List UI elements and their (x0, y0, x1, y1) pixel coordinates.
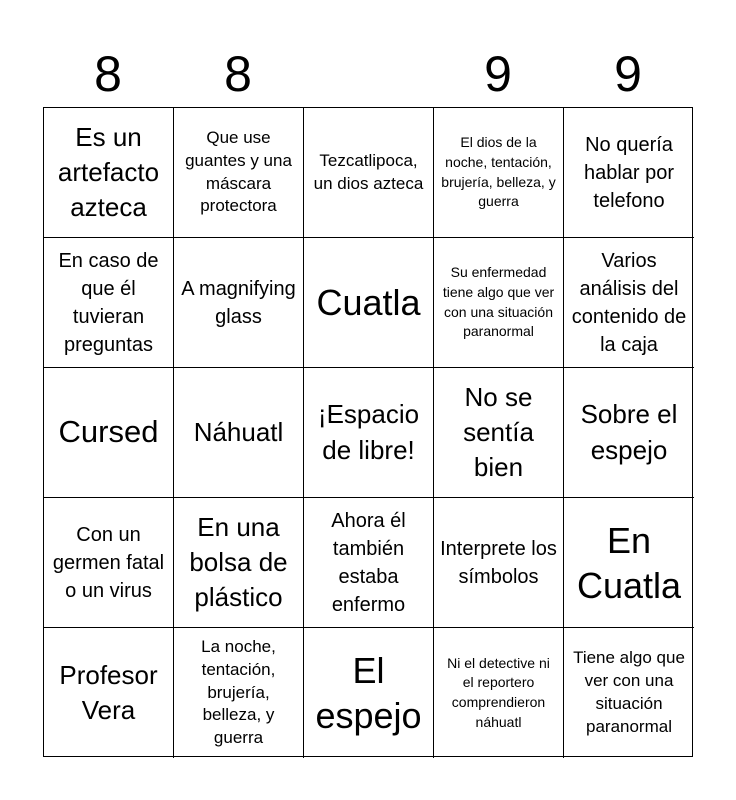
bingo-cell-r2c1 (44, 238, 174, 368)
bingo-cell-r5c3 (304, 628, 434, 758)
bingo-header (43, 40, 693, 108)
bingo-cell-r4c5 (564, 498, 694, 628)
cell-text: No quería hablar por telefono (583, 133, 675, 212)
bingo-cell-r5c2 (174, 628, 304, 758)
bingo-cell-r1c3 (304, 108, 434, 238)
cell-text: Cuatla (316, 282, 421, 323)
bingo-cell-r5c5 (564, 628, 694, 758)
bingo-cell-r1c4 (434, 108, 564, 238)
free-space-text: ¡Espacio de libre! (317, 399, 420, 465)
bingo-cell-r3c2 (174, 368, 304, 498)
cell-text: Ahora él también estaba enfermo (331, 509, 406, 616)
bingo-board (43, 107, 693, 757)
bingo-cell-r1c5 (564, 108, 694, 238)
bingo-cell-r3c5 (564, 368, 694, 498)
header-letter-1: 8 (94, 46, 122, 102)
bingo-cell-r1c2 (174, 108, 304, 238)
header-letter-4: 9 (484, 46, 512, 102)
header-letter-5: 9 (614, 46, 642, 102)
header-letter-2: 8 (224, 46, 252, 102)
bingo-cell-r2c5 (564, 238, 694, 368)
cell-text: Es un artefacto azteca (57, 121, 160, 223)
bingo-cell-r2c3 (304, 238, 434, 368)
cell-text: En caso de que él tuvieran preguntas (58, 249, 159, 356)
cell-text: Varios análisis del contenido de la caja (571, 249, 687, 356)
cell-text: Tiene algo que ver con una situación paranormal (573, 648, 685, 736)
bingo-cell-r4c1 (44, 498, 174, 628)
bingo-cell-r3c3 (304, 368, 434, 498)
bingo-cell-r5c1 (44, 628, 174, 758)
bingo-cell-r3c4 (434, 368, 564, 498)
cell-text: Tezcatlipoca, un dios azteca (313, 150, 424, 193)
cell-text: La noche, tentación, brujería, belleza, y guerra (201, 636, 276, 748)
header-letter-3 (303, 40, 433, 108)
cell-text: En Cuatla (576, 519, 682, 606)
cell-text: El dios de la noche, tentación, brujería, belleza, y guerra (441, 134, 556, 210)
bingo-cell-r5c4 (434, 628, 564, 758)
cell-text: Cursed (58, 414, 159, 450)
cell-text: Profesor Vera (59, 659, 158, 725)
cell-text: Con un germen fatal o un virus (52, 523, 165, 602)
bingo-cell-r1c1 (44, 108, 174, 238)
cell-text: Sobre el espejo (580, 399, 678, 465)
cell-text: Ni el detective ni el reportero comprendieron náhuatl (447, 654, 550, 730)
cell-text: Náhuatl (193, 416, 284, 447)
cell-text: En una bolsa de plástico (189, 511, 288, 613)
cell-text: No se sentía bien (463, 381, 534, 483)
bingo-cell-r4c2 (174, 498, 304, 628)
bingo-cell-r3c1 (44, 368, 174, 498)
bingo-cell-r2c4 (434, 238, 564, 368)
cell-text: Interprete los símbolos (440, 537, 557, 588)
cell-text: Que use guantes y una máscara protectora (185, 127, 292, 216)
bingo-cell-r4c4 (434, 498, 564, 628)
bingo-cell-r4c3 (304, 498, 434, 628)
cell-text: A magnifying glass (181, 277, 296, 328)
cell-text: Su enfermedad tiene algo que ver con una situación paranormal (442, 264, 555, 340)
bingo-cell-r2c2 (174, 238, 304, 368)
cell-text: El espejo (315, 650, 422, 736)
